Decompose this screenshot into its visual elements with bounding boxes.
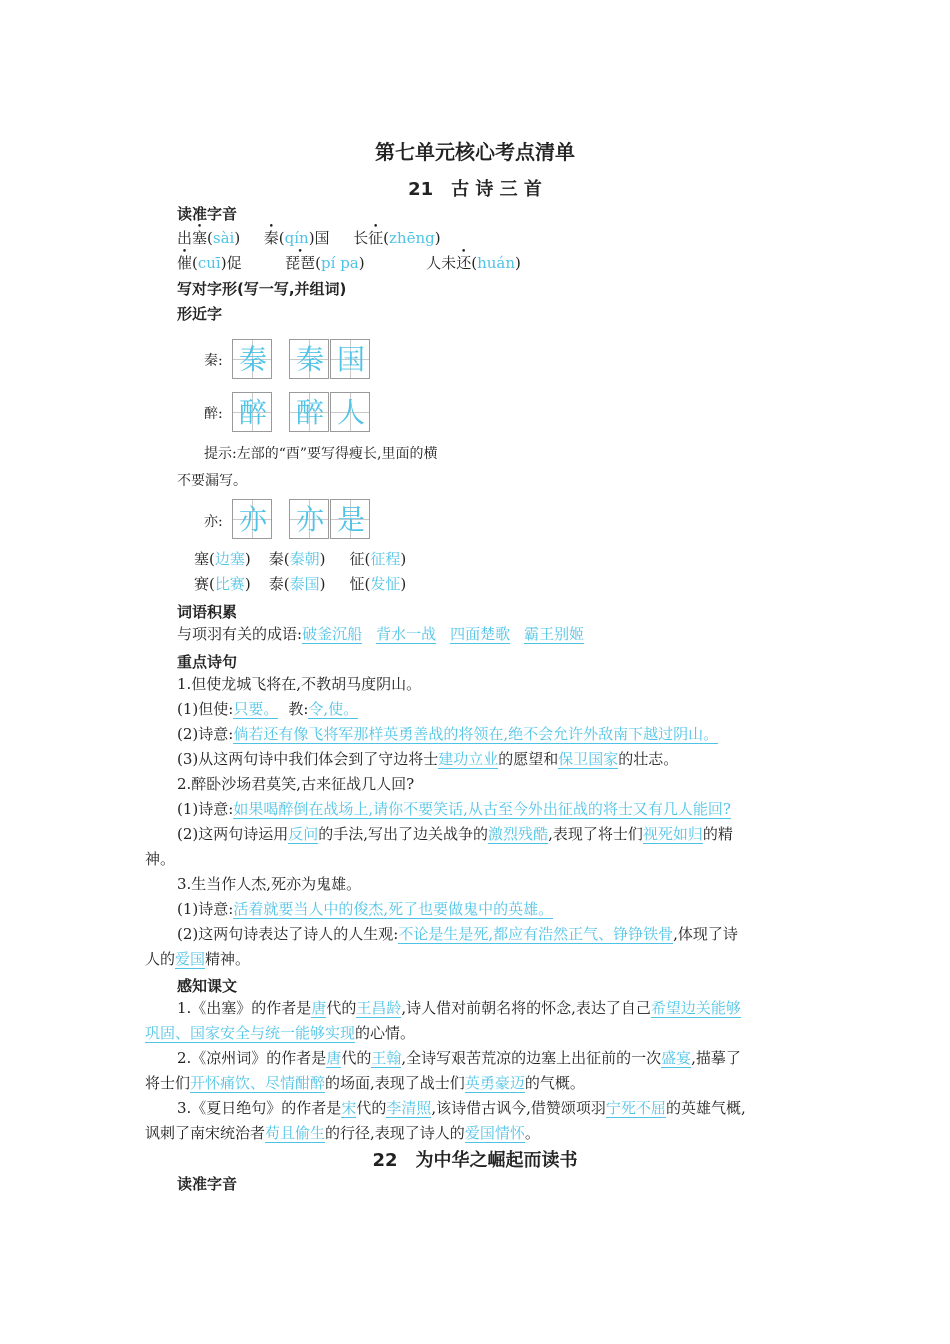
compare-row-2: 赛(比赛) 泰(泰国) 怔(发怔) xyxy=(194,575,407,593)
verse-3-b-cont: 人的爱国精神。 xyxy=(145,950,251,968)
pinyin-item: 秦(qín)国 xyxy=(263,229,330,247)
pinyin-item: 催(cuī)促 xyxy=(177,254,242,272)
page-title: 第七单元核心考点清单 xyxy=(375,140,575,164)
verse-2-b: (2)这两句诗运用反问的手法,写出了边关战争的激烈残酷,表现了将士们视死如归的精 xyxy=(177,825,733,843)
verse-2-b-cont: 神。 xyxy=(145,850,176,868)
write-heading: 写对字形(写一写,并组词) xyxy=(177,280,347,298)
verse-3-a: (1)诗意:活着就要当人中的俊杰,死了也要做鬼中的英雄。 xyxy=(177,900,554,918)
writing-grid: 亦 xyxy=(289,499,329,539)
writing-grid: 亦 xyxy=(232,499,272,539)
pinyin-item: 长征(zhēng) xyxy=(353,229,441,247)
writing-grid: 秦 xyxy=(289,339,329,379)
text-2-cont: 将士们开怀痛饮、尽情酣醉的场面,表现了战士们英勇豪迈的气概。 xyxy=(145,1074,585,1092)
verse-2: 2.醉卧沙场君莫笑,古来征战几人回? xyxy=(177,775,415,793)
read-heading: 读准字音 xyxy=(177,205,238,223)
pinyin-item: 人未还(huán) xyxy=(426,254,521,272)
similar-chars-heading: 形近字 xyxy=(177,305,223,323)
text-1-cont: 巩固、国家安全与统一能够实现的心情。 xyxy=(145,1024,416,1042)
tip-line: 不要漏写。 xyxy=(177,473,247,489)
verse-1: 1.但使龙城飞将在,不教胡马度阴山。 xyxy=(177,675,422,693)
text-3: 3.《夏日绝句》的作者是宋代的李清照,该诗借古讽今,借赞颂项羽宁死不屈的英雄气概, xyxy=(177,1099,746,1117)
pinyin-item: 琵琶(pí pa) xyxy=(285,254,365,272)
verse-1-c: (3)从这两句诗中我们体会到了守边将士建功立业的愿望和保卫国家的壮志。 xyxy=(177,750,679,768)
key-verses-heading: 重点诗句 xyxy=(177,653,238,671)
writing-grid: 国 xyxy=(330,339,370,379)
vocab-line: 与项羽有关的成语:破釜沉船 背水一战 四面楚歌 霸王别姬 xyxy=(177,625,585,643)
text-3-cont: 讽刺了南宋统治者苟且偷生的行径,表现了诗人的爱国情怀。 xyxy=(145,1124,540,1142)
writing-grid: 醉 xyxy=(232,392,272,432)
pinyin-row-2 xyxy=(177,251,521,276)
read-heading-22: 读准字音 xyxy=(177,1175,238,1193)
verse-1-a: (1)但使:只要。 教:令,使。 xyxy=(177,700,359,718)
pinyin-row-1 xyxy=(177,226,441,251)
grid-label: 亦: xyxy=(204,514,223,530)
tip-line: 提示:左部的“酉”要写得瘦长,里面的横 xyxy=(204,446,438,462)
grid-label: 醉: xyxy=(204,406,223,422)
writing-grid: 醉 xyxy=(289,392,329,432)
writing-grid: 是 xyxy=(330,499,370,539)
pinyin-item: 出塞(sài) xyxy=(177,229,241,247)
text-2: 2.《凉州词》的作者是唐代的王翰,全诗写艰苦荒凉的边塞上出征前的一次盛宴,描摹了 xyxy=(177,1049,741,1067)
text-heading: 感知课文 xyxy=(177,977,238,995)
vocab-heading: 词语积累 xyxy=(177,603,238,621)
lesson-22-title: 22 为中华之崛起而读书 xyxy=(372,1150,578,1171)
verse-2-a: (1)诗意:如果喝醉倒在战场上,请你不要笑话,从古至今外出征战的将士又有几人能回? xyxy=(177,800,731,818)
verse-3: 3.生当作人杰,死亦为鬼雄。 xyxy=(177,875,362,893)
text-1: 1.《出塞》的作者是唐代的王昌龄,诗人借对前朝名将的怀念,表达了自己希望边关能够 xyxy=(177,999,741,1017)
grid-label: 秦: xyxy=(204,353,223,369)
writing-grid: 人 xyxy=(330,392,370,432)
compare-row-1: 塞(边塞) 秦(秦朝) 征(征程) xyxy=(194,550,407,568)
verse-1-b: (2)诗意:倘若还有像飞将军那样英勇善战的将领在,绝不会允许外敌南下越过阴山。 xyxy=(177,725,719,743)
lesson-21-title: 21 古 诗 三 首 xyxy=(408,179,542,200)
verse-3-b: (2)这两句诗表达了诗人的人生观:不论是生是死,都应有浩然正气、铮铮铁骨,体现了诗 xyxy=(177,925,738,943)
writing-grid: 秦 xyxy=(232,339,272,379)
